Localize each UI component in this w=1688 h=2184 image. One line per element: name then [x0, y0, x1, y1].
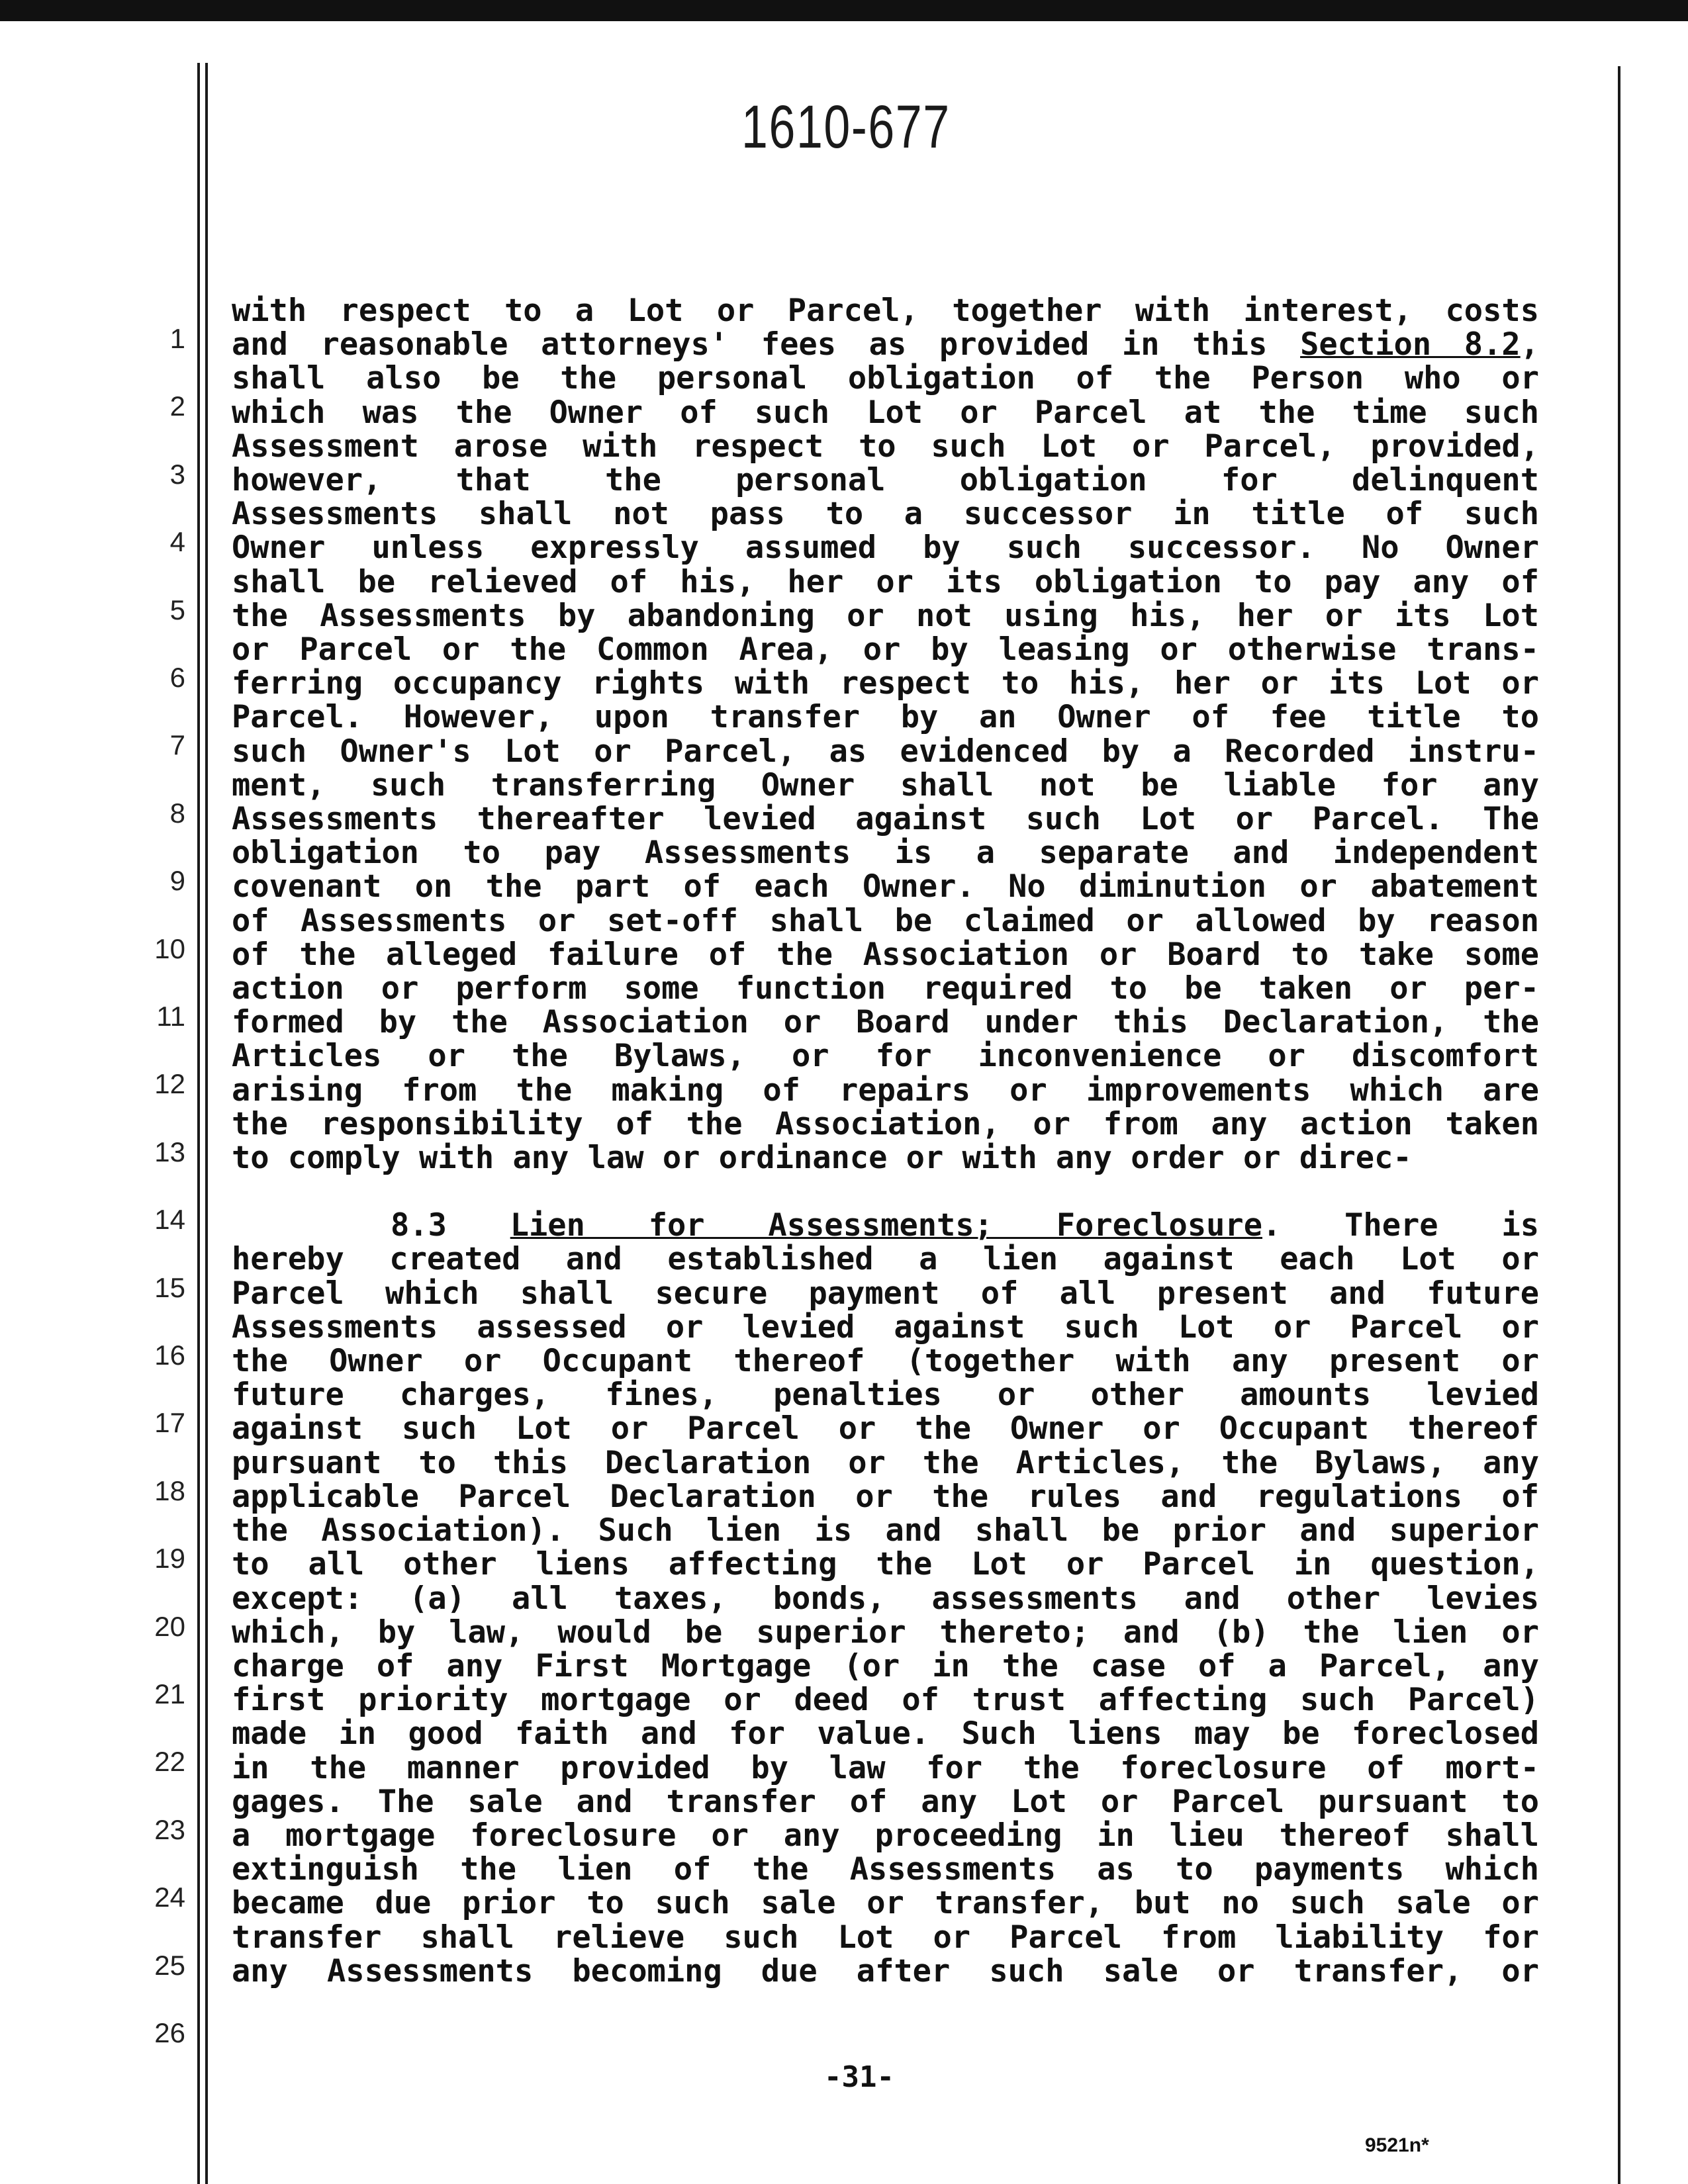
text-line: the Assessments by abandoning or not using his, her or its Lot	[232, 598, 1539, 633]
text-line: Parcel which shall secure payment of all present and future	[232, 1276, 1539, 1310]
line-number: 23	[154, 1814, 185, 1845]
section-reference: Section 8.2	[1300, 328, 1521, 362]
text-line: ferring occupancy rights with respect to his, her or its Lot or	[232, 666, 1539, 701]
line-number: 18	[154, 1475, 185, 1506]
text-line: Assessment arose with respect to such Lot or Parcel, provided,	[232, 429, 1539, 464]
text-line: however, that the personal obligation for delinquent	[232, 463, 1539, 498]
text-line: a mortgage foreclosure or any proceeding in lieu thereof shall	[232, 1818, 1539, 1853]
line-number: 7	[169, 729, 185, 760]
text-line: extinguish the lien of the Assessments as to payments which	[232, 1852, 1539, 1887]
text-line: obligation to pay Assessments is a separate and independent	[232, 836, 1539, 870]
line-number: 10	[154, 933, 185, 964]
line-number: 16	[154, 1340, 185, 1371]
line-number: 3	[169, 459, 185, 490]
section-title: Lien for Assessments; Foreclosure	[510, 1207, 1263, 1244]
line-number: 15	[154, 1272, 185, 1303]
line-number: 26	[154, 2017, 185, 2048]
line-number: 24	[154, 1882, 185, 1913]
text-line: with respect to a Lot or Parcel, together with interest, costs	[232, 294, 1539, 328]
text-line: Assessments assessed or levied against such Lot or Parcel or	[232, 1310, 1539, 1345]
text-line: became due prior to such sale or transfer, but no such sale or	[232, 1886, 1539, 1921]
text-line: gages. The sale and transfer of any Lot or Parcel pursuant to	[232, 1784, 1539, 1819]
line-number: 8	[169, 797, 185, 829]
text-line: or Parcel or the Common Area, or by leasing or otherwise trans-	[232, 633, 1539, 667]
text-line: Assessments shall not pass to a successor in title of such	[232, 497, 1539, 531]
text-line: the Association). Such lien is and shall be prior and superior	[232, 1514, 1539, 1548]
text-line: applicable Parcel Declaration or the rules and regulations of	[232, 1479, 1539, 1514]
text-line: charge of any First Mortgage (or in the case of a Parcel, any	[232, 1649, 1539, 1684]
text-line: Assessments thereafter levied against such Lot or Parcel. The	[232, 802, 1539, 837]
text-line: such Owner's Lot or Parcel, as evidenced by a Recorded instru-	[232, 734, 1539, 768]
text-line: transfer shall relieve such Lot or Parcel from liability for	[232, 1920, 1539, 1954]
text-line: hereby created and established a lien against each Lot or	[232, 1242, 1539, 1277]
text-line: ment, such transferring Owner shall not be liable for any	[232, 768, 1539, 803]
text-line: to all other liens affecting the Lot or Parcel in question,	[232, 1547, 1539, 1582]
line-number: 22	[154, 1746, 185, 1777]
text-line: in the manner provided by law for the foreclosure of mort-	[232, 1751, 1539, 1785]
right-margin-rule	[1618, 66, 1620, 2184]
text-line: any Assessments becoming due after such sale or transfer, or	[232, 1954, 1539, 1988]
line-number: 25	[154, 1950, 185, 1981]
line-number: 9	[169, 865, 185, 896]
text-line: shall also be the personal obligation of the Person who or	[232, 361, 1539, 396]
text-line: covenant on the part of each Owner. No diminution or abatement	[232, 870, 1539, 904]
text-line: Articles or the Bylaws, or for inconvenience or discomfort	[232, 1039, 1539, 1073]
text-line: action or perform some function required to be taken or per-	[232, 972, 1539, 1006]
text-line: future charges, fines, penalties or other amounts levied	[232, 1378, 1539, 1412]
text-line: shall be relieved of his, her or its obligation to pay any of	[232, 565, 1539, 599]
line-number: 5	[169, 594, 185, 625]
text-line: which, by law, would be superior thereto; and (b) the lien or	[232, 1615, 1539, 1649]
text-line	[232, 328, 1539, 361]
line-number: 11	[156, 1001, 185, 1032]
line-number: 6	[169, 662, 185, 693]
line-number: 17	[154, 1407, 185, 1438]
text-fragment: and reasonable attorneys' fees as provided in this	[232, 328, 1301, 362]
text-line: which was the Owner of such Lot or Parcel at the time such	[232, 395, 1539, 430]
document-body	[232, 294, 1539, 1988]
text-line: Owner unless expressly assumed by such successor. No Owner	[232, 531, 1539, 565]
scan-top-edge	[0, 0, 1688, 21]
text-line: formed by the Association or Board under this Declaration, the	[232, 1005, 1539, 1040]
text-line: of Assessments or set-off shall be claimed or allowed by reason	[232, 903, 1539, 938]
line-number: 12	[154, 1068, 185, 1099]
text-line: to comply with any law or ordinance or with any order or direc-	[232, 1141, 1412, 1175]
line-number: 1	[169, 323, 185, 354]
text-line: the Owner or Occupant thereof (together with any present or	[232, 1344, 1539, 1379]
section-title-suffix: . There is	[1262, 1207, 1540, 1244]
line-number: 4	[169, 526, 185, 557]
line-number: 13	[154, 1136, 185, 1167]
text-line: made in good faith and for value. Such liens may be foreclosed	[232, 1717, 1539, 1751]
line-number: 2	[169, 390, 185, 422]
document-code: 9521n*	[1365, 2134, 1429, 2156]
text-line: of the alleged failure of the Association or Board to take some	[232, 937, 1539, 972]
text-line: pursuant to this Declaration or the Articles, the Bylaws, any	[232, 1445, 1539, 1480]
section-heading	[232, 1208, 1539, 1242]
line-number: 21	[154, 1678, 185, 1709]
recording-stamp: 1610-677	[741, 93, 951, 161]
left-margin-rule	[197, 63, 200, 2184]
line-number: 20	[154, 1611, 185, 1642]
text-line: first priority mortgage or deed of trust affecting such Parcel)	[232, 1683, 1539, 1717]
text-line: arising from the making of repairs or improvements which are	[232, 1073, 1539, 1107]
text-line: against such Lot or Parcel or the Owner or Occupant thereof	[232, 1412, 1539, 1446]
text-line: Parcel. However, upon transfer by an Owner of fee title to	[232, 700, 1539, 735]
left-margin-rule-inner	[205, 63, 208, 2184]
text-fragment: ,	[1520, 328, 1539, 362]
text-line: except: (a) all taxes, bonds, assessments and other levies	[232, 1581, 1539, 1615]
line-number: 19	[154, 1543, 185, 1574]
text-line: the responsibility of the Association, or from any action taken	[232, 1107, 1539, 1142]
page-number: -31-	[824, 2060, 894, 2094]
line-number: 14	[154, 1204, 185, 1235]
section-number: 8.3	[391, 1207, 447, 1244]
